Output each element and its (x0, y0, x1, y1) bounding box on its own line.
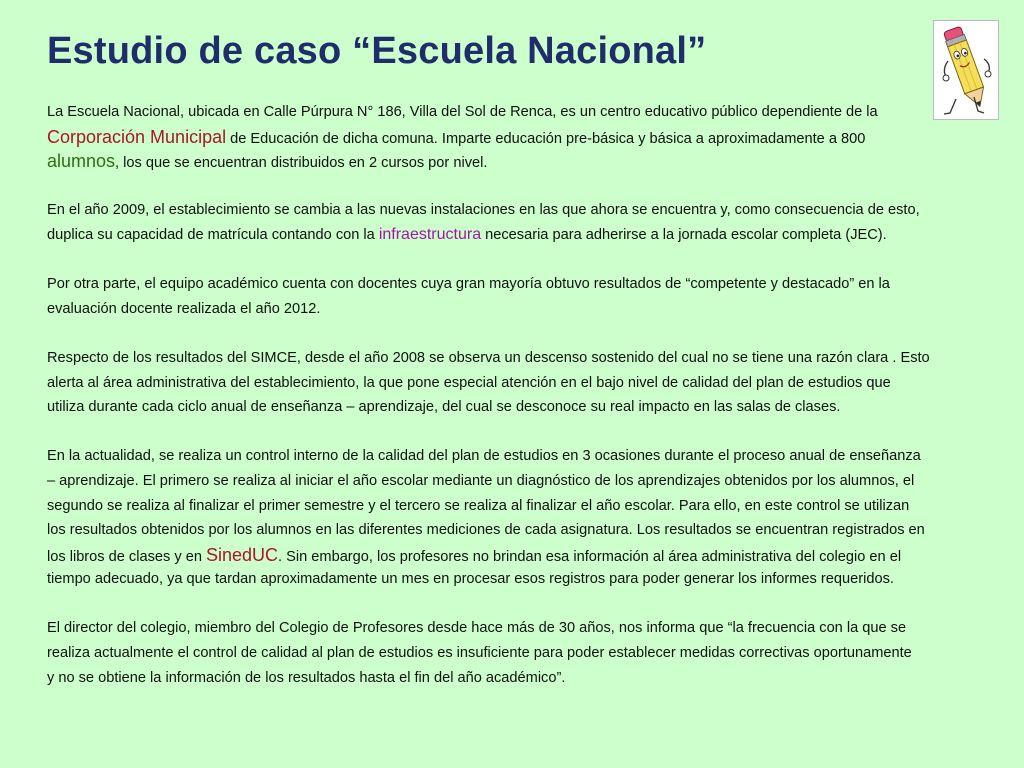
text-fragment: , los que se encuentran distribuidos en 2 cursos por nivel. (115, 155, 488, 172)
text-fragment: necesaria para adherirse a la jornada escolar completa (JEC). (481, 226, 887, 243)
text-line: En la actualidad, se realiza un control interno de la calidad del plan de estudios en 3 ocasiones durante el proceso anual de enseñanza (47, 448, 921, 465)
text-line: evaluación docente realizada el año 2012. (47, 300, 321, 317)
text-line (47, 223, 992, 248)
highlight-sineduc: SinedUC (206, 544, 279, 565)
text-line: segundo se realiza al finalizar el primer semestre y el tercero se realiza al finalizar el año escolar. Para ello, en este control se utilizan (47, 497, 910, 514)
text-line (47, 125, 992, 150)
text-line: realiza actualmente el control de calidad al plan de estudios es insuficiente para poder establecer medidas correctivas oportunamente (47, 645, 912, 662)
paragraph-intro (47, 100, 992, 174)
slide-title: Estudio de caso “Escuela Nacional” (47, 30, 707, 72)
paragraph-infraestructura (47, 198, 992, 247)
case-study-body (47, 100, 992, 715)
paragraph-control-interno (47, 444, 992, 592)
highlight-infraestructura: infraestructura (378, 225, 482, 243)
text-line: Por otra parte, el equipo académico cuenta con docentes cuya gran mayoría obtuvo resultados de “competente y destacado” en la (47, 276, 890, 293)
text-line: los resultados obtenidos por los alumnos en las diferentes mediciones de cada asignatura. Los resultados se encuentran registrados en (47, 522, 925, 539)
text-line: utiliza durante cada ciclo anual de enseñanza – aprendizaje, del cual se desconoce su real impacto en las salas de clases. (47, 399, 841, 416)
paragraph-equipo-academico (47, 272, 992, 321)
text-line: El director del colegio, miembro del Colegio de Profesores desde hace más de 30 años, nos informa que “la frecuencia con la que se (47, 620, 907, 637)
text-line: Respecto de los resultados del SIMCE, desde el año 2008 se observa un descenso sostenido del cual no se tiene una razón clara . Esto (47, 349, 930, 366)
text-line: En el año 2009, el establecimiento se cambia a las nuevas instalaciones en las que ahora se encuentra y, como consecuencia de esto, (47, 202, 920, 219)
text-fragment: de Educación de dicha comuna. Imparte educación pre-básica y básica a aproximadamente a 800 (226, 130, 866, 147)
highlight-corporacion-municipal: Corporación Municipal (47, 126, 227, 147)
paragraph-simce (47, 346, 992, 420)
text-line: La Escuela Nacional, ubicada en Calle Púrpura N° 186, Villa del Sol de Renca, es un centro educativo público dependiente de la (47, 104, 878, 120)
text-line (47, 543, 992, 568)
text-fragment: duplica su capacidad de matrícula contando con la (47, 226, 379, 243)
text-line: y no se obtiene la información de los resultados hasta el fin del año académico”. (47, 669, 566, 686)
text-line: – aprendizaje. El primero se realiza al iniciar el año escolar mediante un diagnóstico de los aprendizajes obtenidos por los alumnos, el (47, 472, 915, 489)
text-line: tiempo adecuado, ya que tardan aproximadamente un mes en procesar esos registros para poder generar los informes requeridos. (47, 571, 894, 588)
highlight-alumnos: alumnos (47, 151, 116, 172)
text-line (47, 149, 992, 174)
text-fragment: . Sin embargo, los profesores no brindan esa información al área administrativa del colegio en el (278, 548, 902, 565)
text-line: alerta al área administrativa del establecimiento, la que pone especial atención en el bajo nivel de calidad del plan de estudios que (47, 374, 891, 391)
paragraph-director (47, 616, 992, 690)
text-fragment: los libros de clases y en (47, 548, 206, 565)
